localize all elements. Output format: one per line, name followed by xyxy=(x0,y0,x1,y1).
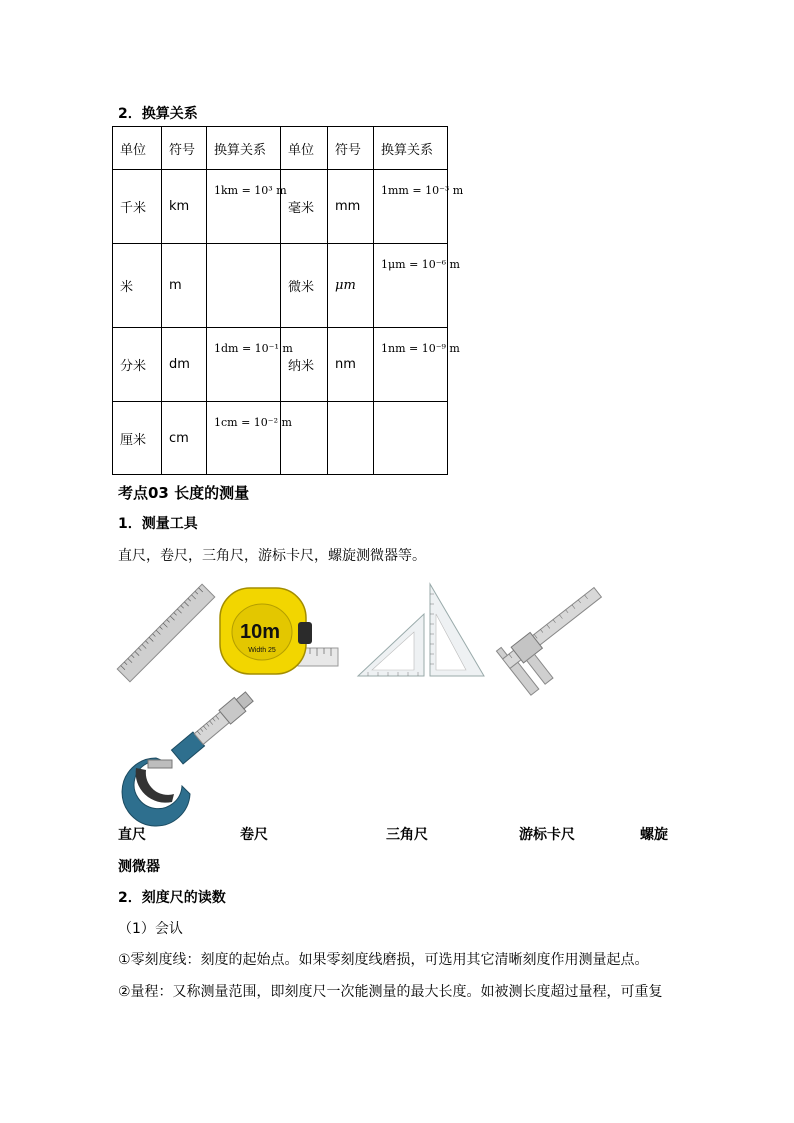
set-square-image xyxy=(354,580,486,680)
tool-label-micrometer: 螺旋 xyxy=(640,827,668,843)
table-cell: m xyxy=(162,244,207,328)
table-cell: 纳米 xyxy=(281,328,328,402)
tape-measure-image xyxy=(218,582,342,680)
reading-item-range: ②量程：又称测量范围，即刻度尺一次能测量的最大长度。如被测长度超过量程，可重复 xyxy=(118,984,663,1000)
steel-ruler-image xyxy=(118,585,214,681)
formula-cell: 1μm = 10⁻⁶ m xyxy=(374,244,448,328)
formula-cell: 1mm = 10⁻³ m xyxy=(374,170,448,244)
table-cell xyxy=(281,402,328,475)
formula-cell xyxy=(374,402,448,475)
micrometer-image xyxy=(126,698,250,806)
tape-size-label: 10m xyxy=(239,621,281,643)
tool-label-tape: 卷尺 xyxy=(240,827,268,843)
table-cell: nm xyxy=(328,328,374,402)
tape-width-label: Width 25 xyxy=(248,647,276,654)
table-header-row xyxy=(113,127,448,170)
reading-heading: 2．刻度尺的读数 xyxy=(118,890,226,906)
header-cell: 单位 xyxy=(113,127,162,170)
reading-item-zero-line: ①零刻度线：刻度的起始点。如果零刻度线磨损，可选用其它清晰刻度作用测量起点。 xyxy=(118,952,649,968)
header-cell: 符号 xyxy=(162,127,207,170)
formula-cell: 1km = 10³ m xyxy=(207,170,281,244)
header-cell: 符号 xyxy=(328,127,374,170)
table-cell: μm xyxy=(328,244,374,328)
table-cell: cm xyxy=(162,402,207,475)
formula-cell: 1dm = 10⁻¹ m xyxy=(207,328,281,402)
formula-cell: 1nm = 10⁻⁹ m xyxy=(374,328,448,402)
table-row xyxy=(113,402,448,475)
table-cell: 千米 xyxy=(113,170,162,244)
table-row xyxy=(113,328,448,402)
tool-label-caliper: 游标卡尺 xyxy=(519,827,575,843)
tools-list: 直尺，卷尺，三角尺，游标卡尺，螺旋测微器等。 xyxy=(118,548,426,564)
table-cell: 分米 xyxy=(113,328,162,402)
table-cell: 厘米 xyxy=(113,402,162,475)
table-cell: 毫米 xyxy=(281,170,328,244)
tool-label-set-square: 三角尺 xyxy=(386,827,428,843)
formula-cell xyxy=(207,244,281,328)
table-row xyxy=(113,244,448,328)
table-cell xyxy=(328,402,374,475)
header-cell: 换算关系 xyxy=(207,127,281,170)
table-cell: 米 xyxy=(113,244,162,328)
tools-heading: 1．测量工具 xyxy=(118,516,198,532)
formula-cell: 1cm = 10⁻² m xyxy=(207,402,281,475)
conversion-table xyxy=(112,126,464,475)
table-row xyxy=(113,170,448,244)
tool-label-ruler: 直尺 xyxy=(118,827,146,843)
table-cell: 微米 xyxy=(281,244,328,328)
vernier-caliper-image xyxy=(492,572,612,684)
table-cell: mm xyxy=(328,170,374,244)
tool-label-micrometer-cont: 测微器 xyxy=(118,859,160,875)
header-cell: 换算关系 xyxy=(374,127,448,170)
table-cell: km xyxy=(162,170,207,244)
table-cell: dm xyxy=(162,328,207,402)
conversion-heading: 2．换算关系 xyxy=(118,106,198,122)
reading-subheading: （1）会认 xyxy=(118,921,183,937)
header-cell: 单位 xyxy=(281,127,328,170)
kaodian-title: 考点03 长度的测量 xyxy=(118,484,250,502)
